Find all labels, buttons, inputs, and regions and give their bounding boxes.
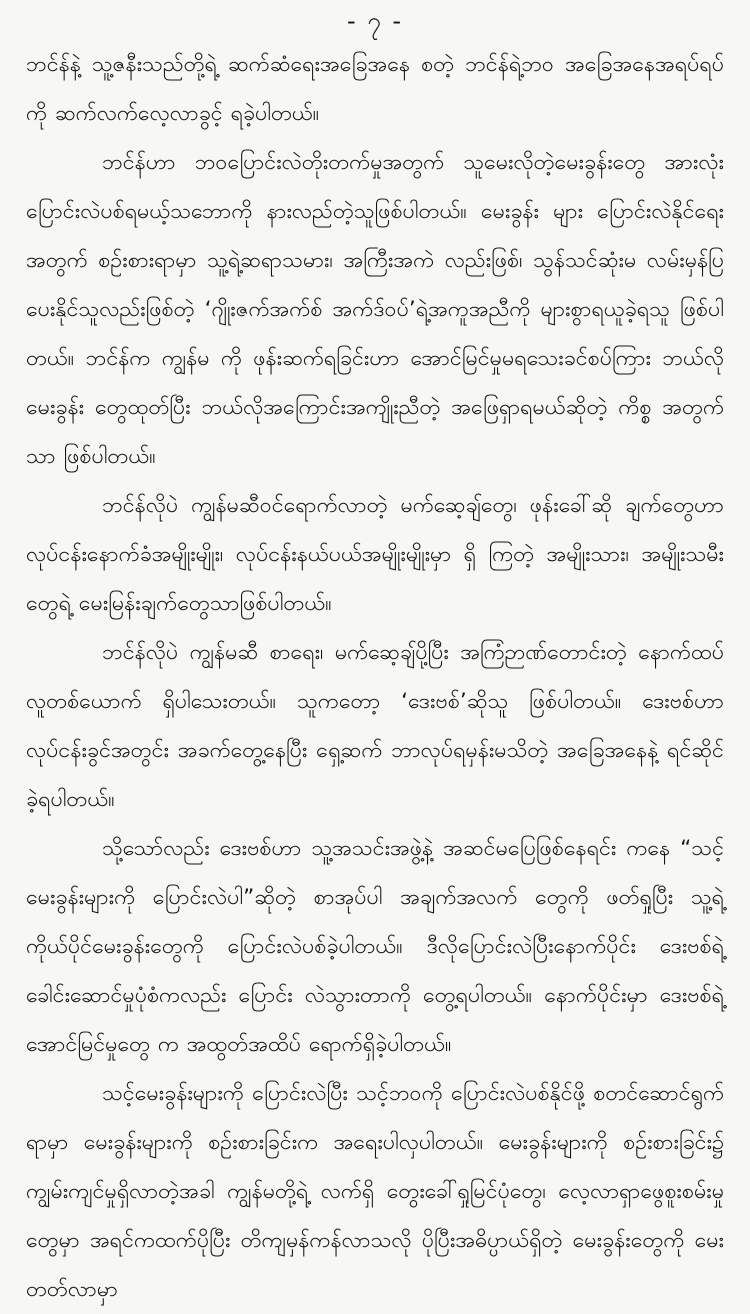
page-number: - ၇ - [346, 7, 404, 35]
paragraph-1: ဘင်န်နဲ့ သူ့ဇနီးသည်တို့ရဲ့ ဆက်ဆံရေးအခြေအနေ စတဲ့ ဘင်န်ရဲ့ဘဝ အခြေအနေအရပ်ရပ်ကို ဆက်လက်လေ့လာခွင့် ရခဲ့ပါတယ်။ [26, 52, 724, 126]
paragraph-3: ဘင်န်လိုပဲ ကျွန်မဆီဝင်ရောက်လာတဲ့ မက်ဆေ့ချ်တွေ၊ ဖုန်းခေါ်ဆို ချက်တွေဟာ လုပ်ငန်းနောက်ခံအမျိုးမျိုး၊ လုပ်ငန်းနယ်ပယ်အမျိုးမျိုးမှာ ရှိ ကြတဲ့ အမျိုးသား၊ အမျိုးသမီးတွေရဲ့ မေးမြန်းချက်တွေသာဖြစ်ပါတယ်။ [26, 493, 724, 616]
paragraph-6: သင့်မေးခွန်းများကို ပြောင်းလဲပြီး သင့်ဘဝကို ပြောင်းလဲပစ်နိုင်ဖို့ စတင်ဆောင်ရွက်ရာမှာ မေးခွန်းများကို စဉ်းစားခြင်းက အရေးပါလှပါတယ်။ မေးခွန်းများကို စဉ်းစားခြင်း၌ ကျွမ်းကျင်မှုရှိလာတဲ့အခါ ကျွန်မတို့ရဲ့ လက်ရှိ တွေးခေါ်ရှုမြင်ပုံတွေ၊ လေ့လာရှာဖွေစူးစမ်းမှုတွေမှာ အရင်ကထက်ပိုပြီး တိကျမှန်ကန်လာသလို ပိုပြီးအဓိပ္ပာယ်ရှိတဲ့ မေးခွန်းတွေကို မေးတတ်လာမှာ [26, 1081, 724, 1302]
paragraph-2: ဘင်န်ဟာ ဘဝပြောင်းလဲတိုးတက်မှုအတွက် သူမေးလိုတဲ့မေးခွန်းတွေ အားလုံး ပြောင်းလဲပစ်ရမယ့်သဘောကို နားလည်တဲ့သူဖြစ်ပါတယ်။ မေးခွန်း များ ပြောင်းလဲနိုင်ရေးအတွက် စဉ်းစားရာမှာ သူ့ရဲ့ဆရာသမား၊ အကြီးအကဲ လည်းဖြစ်၊ သွန်သင်ဆုံးမ လမ်းမှန်ပြပေးနိုင်သူလည်းဖြစ်တဲ့ ‘ဂျိုးဇက်အက်စ် အက်ဒ်ဝပ်’ရဲ့အကူအညီကို များစွာရယူခဲ့ရသူ ဖြစ်ပါတယ်။ ဘင်န်က ကျွန်မ ကို ဖုန်းဆက်ရခြင်းဟာ အောင်မြင်မှုမရသေးခင်စပ်ကြား ဘယ်လိုမေးခွန်း တွေထုတ်ပြီး ဘယ်လိုအကြောင်းအကျိုးညီတဲ့ အဖြေရှာရမယ်ဆိုတဲ့ ကိစ္စ အတွက်သာ ဖြစ်ပါတယ်။ [26, 150, 724, 469]
paragraph-4: ဘင်န်လိုပဲ ကျွန်မဆီ စာရေး၊ မက်ဆေ့ချ်ပို့ပြီး အကြံဉာဏ်တောင်းတဲ့ နောက်ထပ်လူတစ်ယောက် ရှိပါသေးတယ်။ သူကတော့ ‘ဒေးဗစ်’ဆိုသူ ဖြစ်ပါတယ်။ ဒေးဗစ်ဟာ လုပ်ငန်းခွင်အတွင်း အခက်တွေ့နေပြီး ရှေ့ဆက် ဘာလုပ်ရမှန်းမသိတဲ့ အခြေအနေနဲ့ ရင်ဆိုင်ခဲ့ရပါတယ်။ [26, 640, 724, 812]
body-text [26, 40, 724, 1314]
paragraph-5: သို့သော်လည်း ဒေးဗစ်ဟာ သူ့အသင်းအဖွဲ့နဲ့ အဆင်မပြေဖြစ်နေရင်း ကနေ “သင့်မေးခွန်းများကို ပြောင်းလဲပါ”ဆိုတဲ့ စာအုပ်ပါ အချက်အလက် တွေကို ဖတ်ရှုပြီး သူ့ရဲ့ကိုယ်ပိုင်မေးခွန်းတွေကို ပြောင်းလဲပစ်ခဲ့ပါတယ်။ ဒီလိုပြောင်းလဲပြီးနောက်ပိုင်း ဒေးဗစ်ရဲ့ခေါင်းဆောင်မှုပုံစံကလည်း ပြောင်း လဲသွားတာကို တွေ့ရပါတယ်။ နောက်ပိုင်းမှာ ဒေးဗစ်ရဲ့အောင်မြင်မှုတွေ က အထွတ်အထိပ် ရောက်ရှိခဲ့ပါတယ်။ [26, 836, 724, 1057]
